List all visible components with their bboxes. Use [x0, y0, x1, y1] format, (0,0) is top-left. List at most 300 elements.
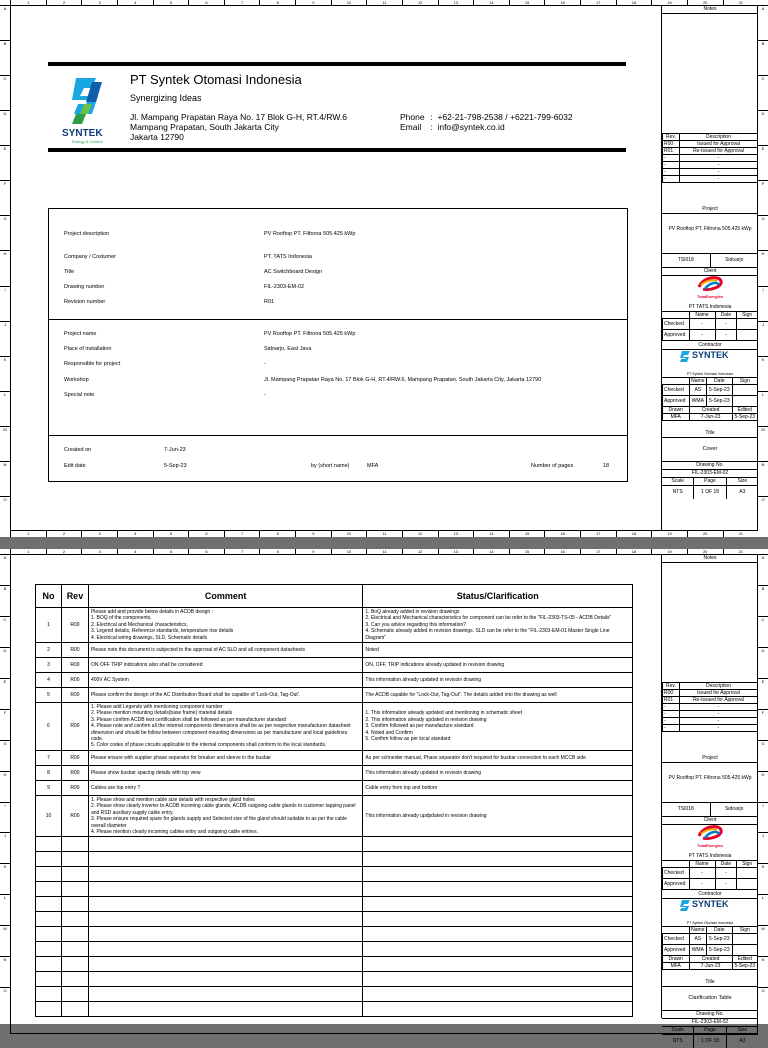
row-revision: R00 — [61, 608, 88, 643]
revision-code: - — [663, 711, 680, 718]
ruler-row-label: J — [758, 321, 768, 356]
rev-header: Rev. — [663, 134, 680, 141]
revision-description: Re-Issued for Approval — [680, 148, 758, 155]
empty-cell — [88, 1002, 362, 1017]
ruler-row-label: L — [758, 391, 768, 426]
signoff-row — [663, 385, 758, 396]
edited-header: Edited — [732, 956, 757, 963]
ruler-row-label: O — [0, 496, 10, 531]
edit-label: Edit date — [64, 463, 86, 469]
empty-cell — [88, 867, 362, 882]
project-header: Project — [702, 755, 718, 761]
row-comment: 1. Please add Legends with mentioning component number 2. Please mention mounting details(base frame) material details 3. Please confirm ACDB test certification shall be followed as per manufacturer standard 4. Please note and confirm all the internal components dimensions shall be as per respective manufacturer datasheet dimension and should be follow between component mounting dimensions as per manufacturer and local guidelines code. 5. Color codes of phase circuits applicable to the internal components shall conform to the local standards. — [88, 703, 362, 751]
row-comment: 1. Please show and mention cable size details with respective gland holes 2. Please show clearly inverter to ACDB incoming cable glands, ACDB outgoing cable glands to customer tapping panel and RSD auxiliary supply cable entry. 3. Please ensure required spare for glands supply and Selected size of the gland should suitable to as per the cable overall diameter 4. Please mention clearly incoming cables entry and outgoing cable entries. — [88, 795, 362, 836]
empty-cell — [363, 882, 633, 897]
ruler-col-label: 6 — [188, 549, 224, 554]
ruler-row-label: K — [0, 863, 10, 894]
signoff-date: - — [715, 319, 737, 330]
empty-cell — [88, 837, 362, 852]
ruler-row-label: H — [0, 250, 10, 285]
ruler-col-label: 18 — [616, 549, 652, 554]
signoff-date: - — [715, 330, 737, 341]
signoff-row — [663, 879, 758, 890]
date-header: Date — [715, 861, 737, 868]
signoff-row — [663, 319, 758, 330]
revision-table — [662, 682, 758, 732]
header-comment: Comment — [88, 585, 362, 608]
tb-rule — [662, 13, 758, 14]
empty-cell — [88, 972, 362, 987]
contractor-signoff-table — [662, 926, 758, 970]
totalenergies-logo — [662, 824, 758, 852]
ruler-col-label: 10 — [331, 0, 367, 5]
empty-cell — [363, 897, 633, 912]
drawing-number-label: Drawing number — [64, 284, 105, 290]
contractor-header: Contractor — [698, 342, 722, 348]
row-ruler-left — [0, 554, 10, 1018]
ruler-col-label: 12 — [402, 531, 438, 537]
row-status: This information already updpdated in revision drawing — [363, 795, 633, 836]
ruler-col-label: 10 — [331, 549, 367, 554]
ruler-row-label: K — [758, 356, 768, 391]
drawing-no-header: Drawing No. — [696, 1011, 724, 1017]
empty-cell — [363, 867, 633, 882]
row-status: Noted — [363, 643, 633, 658]
company-address: Jl. Mampang Prapatan Raya No. 17 Blok G-H, RT.4/RW.6 Mampang Prapatan, South Jakarta City Jakarta 12790 — [130, 112, 348, 142]
empty-cell — [61, 837, 88, 852]
empty-cell — [36, 852, 62, 867]
drawn-value: MFA — [663, 414, 690, 421]
row-number: 10 — [36, 795, 62, 836]
scale-value-row — [662, 1034, 758, 1048]
signoff-name: - — [689, 319, 715, 330]
ruler-row-label: I — [758, 802, 768, 833]
project-value: PV Rooftop PT. Filtrona 505.425 kWp — [668, 226, 752, 232]
ruler-col-label: 19 — [651, 0, 687, 5]
header-no: No — [36, 585, 62, 608]
ruler-row-label: K — [758, 863, 768, 894]
row-number: 5 — [36, 688, 62, 703]
ruler-col-label: 9 — [295, 531, 331, 537]
ruler-row-label: C — [758, 616, 768, 647]
ruler-row-label: O — [758, 496, 768, 531]
drawing-title: Clarification Table — [688, 995, 732, 1001]
project-code-row — [662, 253, 758, 267]
ruler-row-label: E — [758, 145, 768, 180]
totalenergies-mark-icon — [695, 275, 725, 293]
svg-text:Energy & Control: Energy & Control — [72, 139, 103, 144]
ruler-col-label: 13 — [438, 0, 474, 5]
description-header: Description — [680, 683, 758, 690]
row-number: 7 — [36, 750, 62, 765]
empty-cell — [61, 897, 88, 912]
signoff-role: Checked — [663, 385, 690, 396]
created-header: Created — [689, 407, 732, 414]
row-status: 1. BoQ already added in revision drawings 2. Electrical and Mechanical characteristics for component can be refer to the "FIL-2303-TS-05 - ACDB Details" 3. Can you advice regarding this information? 4. Schematic already added in revision drawings. SLD can be refer to the "FIL-2303-EM-01 Master Single Line Diagram" — [363, 608, 633, 643]
ruler-row-label: F — [0, 709, 10, 740]
ruler-row-label: F — [758, 180, 768, 215]
revision-code: - — [663, 725, 680, 732]
row-status: Cable entry from top and bottom — [363, 780, 633, 795]
syntek-logo — [62, 74, 118, 144]
ruler-col-label: 7 — [224, 0, 260, 5]
client-header: Client — [703, 817, 717, 823]
title-header: Title — [705, 430, 715, 436]
ruler-row-label: D — [758, 647, 768, 678]
row-revision: R00 — [61, 703, 88, 751]
ruler-row-label: M — [0, 925, 10, 956]
ruler-col-label: 14 — [473, 531, 509, 537]
ruler-row-label: H — [0, 771, 10, 802]
ruler-col-label: 20 — [687, 0, 723, 5]
row-revision: R00 — [61, 673, 88, 688]
ruler-row-label: J — [0, 321, 10, 356]
company-tagline: Synergizing Ideas — [130, 93, 202, 103]
ruler-row-label: H — [758, 771, 768, 802]
row-status: The ACDB capable for "Lock-Out, Tag-Out". The details added into the drawing as well — [363, 688, 633, 703]
date-header: Date — [707, 378, 732, 385]
title-header: Title — [705, 979, 715, 985]
ruler-row-label: K — [0, 356, 10, 391]
empty-table-row — [36, 897, 633, 912]
ruler-row-label: E — [0, 145, 10, 180]
title-value: AC Switchboard Design — [264, 269, 323, 275]
edited-value: 5-Sep-23 — [732, 414, 757, 421]
ruler-col-label: 12 — [402, 549, 438, 554]
ruler-col-label: 3 — [81, 0, 117, 5]
ruler-row-label: M — [758, 925, 768, 956]
revision-code: R00 — [663, 141, 680, 148]
ruler-col-label: 6 — [188, 0, 224, 5]
ruler-row-label: N — [758, 956, 768, 987]
empty-table-row — [36, 942, 633, 957]
ruler-row-label: G — [0, 740, 10, 771]
revision-description: Re-Issued for Approval — [680, 697, 758, 704]
ruler-col-label: 15 — [509, 0, 545, 5]
ruler-col-label: 21 — [723, 549, 759, 554]
ruler-row-label: E — [0, 678, 10, 709]
ruler-row-label: C — [758, 75, 768, 110]
project-code: TSI018 — [662, 802, 711, 816]
name-header: Name — [689, 861, 715, 868]
ruler-col-label: 14 — [473, 549, 509, 554]
ruler-col-label: 13 — [438, 531, 474, 537]
scale-value: NTS — [662, 485, 694, 499]
ruler-col-label: 18 — [616, 0, 652, 5]
revision-row — [663, 141, 758, 148]
empty-cell — [363, 927, 633, 942]
signoff-sign — [737, 879, 758, 890]
row-revision: R00 — [61, 658, 88, 673]
email-value: info@syntek.co.id — [437, 122, 505, 132]
contractor-name: PT Syntek Otomasi Indonesia — [686, 372, 734, 376]
empty-table-row — [36, 987, 633, 1002]
revision-description: - — [680, 718, 758, 725]
revision-row — [663, 704, 758, 711]
signoff-sign — [737, 868, 758, 879]
empty-cell — [363, 852, 633, 867]
header-rule-bottom — [48, 148, 626, 152]
revision-row — [663, 711, 758, 718]
revision-code: - — [663, 718, 680, 725]
ruler-col-label: 14 — [473, 0, 509, 5]
revision-code: R01 — [663, 148, 680, 155]
empty-cell — [36, 942, 62, 957]
empty-cell — [36, 972, 62, 987]
contractor-logo — [662, 898, 758, 920]
tb-rule — [662, 562, 758, 563]
workshop-value: Jl. Mampang Prapatan Raya No. 17 Blok G-H, RT.4/RW.6, Mampang Prapatan, South Jakarta City, Jakarta 12790 — [264, 377, 542, 383]
ruler-col-label: 20 — [687, 549, 723, 554]
signoff-sign — [732, 385, 757, 396]
revision-code: - — [663, 162, 680, 169]
signoff-date: - — [715, 868, 737, 879]
drawn-header: Drawn — [663, 956, 690, 963]
name-header: Name — [689, 378, 707, 385]
table-row — [36, 703, 633, 751]
contractor-name: PT Syntek Otomasi Indonesia — [686, 921, 734, 925]
ruler-col-label: 17 — [580, 0, 616, 5]
table-row — [36, 765, 633, 780]
signoff-name: - — [689, 879, 715, 890]
empty-cell — [88, 957, 362, 972]
sign-header: Sign — [732, 378, 757, 385]
empty-cell — [61, 927, 88, 942]
revision-code: - — [663, 169, 680, 176]
created-value: 7-Jun-23 — [164, 447, 186, 453]
ruler-col-label: 21 — [723, 531, 759, 537]
scale-header: Scale — [662, 1026, 694, 1034]
row-status: 1. This information already updated and mentioning in schematic sheet 2. This information already updated in revision drawing 3. Confirm followed as per manufacture standard 4. Noted and Confirm 5. Confirm follow as per local standard — [363, 703, 633, 751]
ruler-col-label: 20 — [687, 531, 723, 537]
empty-cell — [363, 837, 633, 852]
ruler-row-label: N — [0, 956, 10, 987]
place-value: Sidoarjo, East Java — [264, 346, 312, 352]
ruler-col-label: 18 — [616, 531, 652, 537]
signoff-name: AS — [689, 385, 707, 396]
signoff-sign — [732, 934, 757, 945]
empty-cell — [36, 927, 62, 942]
revision-description: Issued for Approval — [680, 690, 758, 697]
project-location: Sidoarjo — [725, 257, 744, 263]
ruler-row-label: B — [758, 40, 768, 75]
table-row — [36, 658, 633, 673]
drawing-no-value: FIL-2303-EM-02 — [691, 470, 729, 476]
empty-table-row — [36, 957, 633, 972]
table-row — [36, 608, 633, 643]
empty-cell — [61, 987, 88, 1002]
date-header: Date — [707, 927, 732, 934]
empty-cell — [363, 1002, 633, 1017]
revision-row — [663, 690, 758, 697]
ruler-row-label: L — [758, 894, 768, 925]
empty-table-row — [36, 927, 633, 942]
ruler-col-label: 21 — [723, 0, 759, 5]
notes-label: Notes — [703, 555, 717, 561]
clarification-sheet — [0, 549, 768, 1044]
svg-text:SYNTEK: SYNTEK — [62, 128, 103, 139]
ruler-col-label: 4 — [117, 549, 153, 554]
table-row — [36, 750, 633, 765]
scale-header: Scale — [662, 477, 694, 485]
responsible-value: - — [264, 361, 266, 367]
signoff-date: 5-Sep-23 — [707, 934, 732, 945]
project-description-label: Project description — [64, 231, 110, 237]
created-header: Created — [689, 956, 732, 963]
contractor-signoff-table — [662, 377, 758, 421]
ruler-row-label: A — [758, 554, 768, 585]
empty-cell — [61, 972, 88, 987]
ruler-col-label: 4 — [117, 531, 153, 537]
ruler-row-label: L — [0, 391, 10, 426]
project-location: Sidoarjo — [725, 806, 744, 812]
signoff-name: WMA — [689, 396, 707, 407]
revision-code: - — [663, 176, 680, 183]
ruler-row-label: N — [0, 461, 10, 496]
info-divider — [49, 435, 627, 436]
info-divider — [49, 319, 627, 320]
size-header: Size — [737, 478, 748, 484]
empty-cell — [36, 867, 62, 882]
ruler-row-label: B — [758, 585, 768, 616]
ruler-row-label: M — [758, 426, 768, 461]
row-revision: R00 — [61, 765, 88, 780]
table-row — [36, 795, 633, 836]
row-number: 3 — [36, 658, 62, 673]
row-number: 2 — [36, 643, 62, 658]
responsible-label: Responsible for project — [64, 361, 121, 367]
project-header: Project — [702, 206, 718, 212]
column-ruler-bottom — [10, 531, 758, 537]
ruler-row-label: L — [0, 894, 10, 925]
ruler-col-label: 10 — [331, 531, 367, 537]
scale-header-row — [662, 477, 758, 485]
by-value: MFA — [367, 463, 379, 469]
empty-table-row — [36, 867, 633, 882]
project-description-value: PV Rooftop PT. Filtrona 505.425 kWp — [264, 231, 356, 237]
drawing-title: Cover — [702, 446, 718, 452]
header-rule-top — [48, 62, 626, 66]
ruler-row-label: I — [0, 286, 10, 321]
ruler-col-label: 6 — [188, 531, 224, 537]
clarification-table — [35, 584, 633, 1017]
row-revision: R00 — [61, 750, 88, 765]
client-logo-text: TotalEnergies — [696, 843, 724, 848]
blank-cell — [663, 312, 690, 319]
row-number: 6 — [36, 703, 62, 751]
ruler-col-label: 5 — [153, 531, 189, 537]
edited-header: Edited — [732, 407, 757, 414]
ruler-row-label: A — [758, 5, 768, 40]
page-value: 1 OF 18 — [694, 1034, 726, 1048]
project-name-label: Project name — [64, 331, 97, 337]
ruler-row-label: J — [0, 832, 10, 863]
row-number: 1 — [36, 608, 62, 643]
header-rev: Rev — [61, 585, 88, 608]
empty-cell — [61, 867, 88, 882]
signoff-name: - — [689, 330, 715, 341]
empty-cell — [36, 837, 62, 852]
empty-cell — [363, 942, 633, 957]
contractor-header: Contractor — [698, 891, 722, 897]
totalenergies-logo — [662, 275, 758, 303]
row-number: 9 — [36, 780, 62, 795]
company-name: PT Syntek Otomasi Indonesia — [130, 72, 302, 87]
row-revision: R00 — [61, 643, 88, 658]
created-value: 7-Jun-23 — [689, 963, 732, 970]
row-status: This information already updated in revisoin drawing — [363, 765, 633, 780]
revision-code: - — [663, 155, 680, 162]
empty-table-row — [36, 1002, 633, 1017]
ruler-col-label: 17 — [580, 549, 616, 554]
size-header: Size — [737, 1027, 748, 1033]
ruler-col-label: 8 — [259, 549, 295, 554]
revision-description: - — [680, 711, 758, 718]
empty-cell — [363, 912, 633, 927]
empty-cell — [61, 957, 88, 972]
ruler-col-label: 9 — [295, 0, 331, 5]
ruler-row-label: H — [758, 250, 768, 285]
empty-cell — [88, 852, 362, 867]
empty-table-row — [36, 882, 633, 897]
signoff-role: Approved — [663, 945, 690, 956]
description-header: Description — [680, 134, 758, 141]
empty-table-row — [36, 852, 633, 867]
drawn-header: Drawn — [663, 407, 690, 414]
ruler-col-label: 11 — [366, 0, 402, 5]
revision-row — [663, 162, 758, 169]
ruler-row-label: N — [758, 461, 768, 496]
ruler-col-label: 7 — [224, 531, 260, 537]
ruler-row-label: B — [0, 585, 10, 616]
created-label: Created on — [64, 447, 92, 453]
signoff-row — [663, 330, 758, 341]
empty-cell — [61, 852, 88, 867]
empty-cell — [88, 897, 362, 912]
signoff-name: AS — [689, 934, 707, 945]
signoff-sign — [732, 396, 757, 407]
revision-row — [663, 169, 758, 176]
empty-cell — [36, 957, 62, 972]
blank-cell — [663, 861, 690, 868]
special-note-label: Special note — [64, 392, 95, 398]
ruler-col-label: 19 — [651, 549, 687, 554]
rev-header: Rev. — [663, 683, 680, 690]
ruler-col-label: 2 — [46, 549, 82, 554]
ruler-col-label: 1 — [10, 549, 46, 554]
revision-row — [663, 148, 758, 155]
pages-label: Number of pages — [531, 463, 574, 469]
blank-cell — [663, 927, 690, 934]
ruler-col-label: 5 — [153, 549, 189, 554]
ruler-col-label: 5 — [153, 0, 189, 5]
revision-label: Revision number — [64, 299, 106, 305]
row-ruler-left — [0, 5, 10, 531]
scale-value-row — [662, 485, 758, 499]
ruler-row-label: G — [758, 215, 768, 250]
empty-cell — [88, 882, 362, 897]
empty-cell — [88, 987, 362, 1002]
signoff-sign — [732, 945, 757, 956]
table-row — [36, 688, 633, 703]
ruler-col-label: 8 — [259, 0, 295, 5]
project-value: PV Rooftop PT. Filtrona 505.425 kWp — [668, 775, 752, 781]
pages-value: 18 — [603, 463, 610, 469]
signoff-row — [663, 945, 758, 956]
table-row — [36, 780, 633, 795]
phone-label: Phone — [400, 112, 425, 122]
empty-cell — [363, 957, 633, 972]
